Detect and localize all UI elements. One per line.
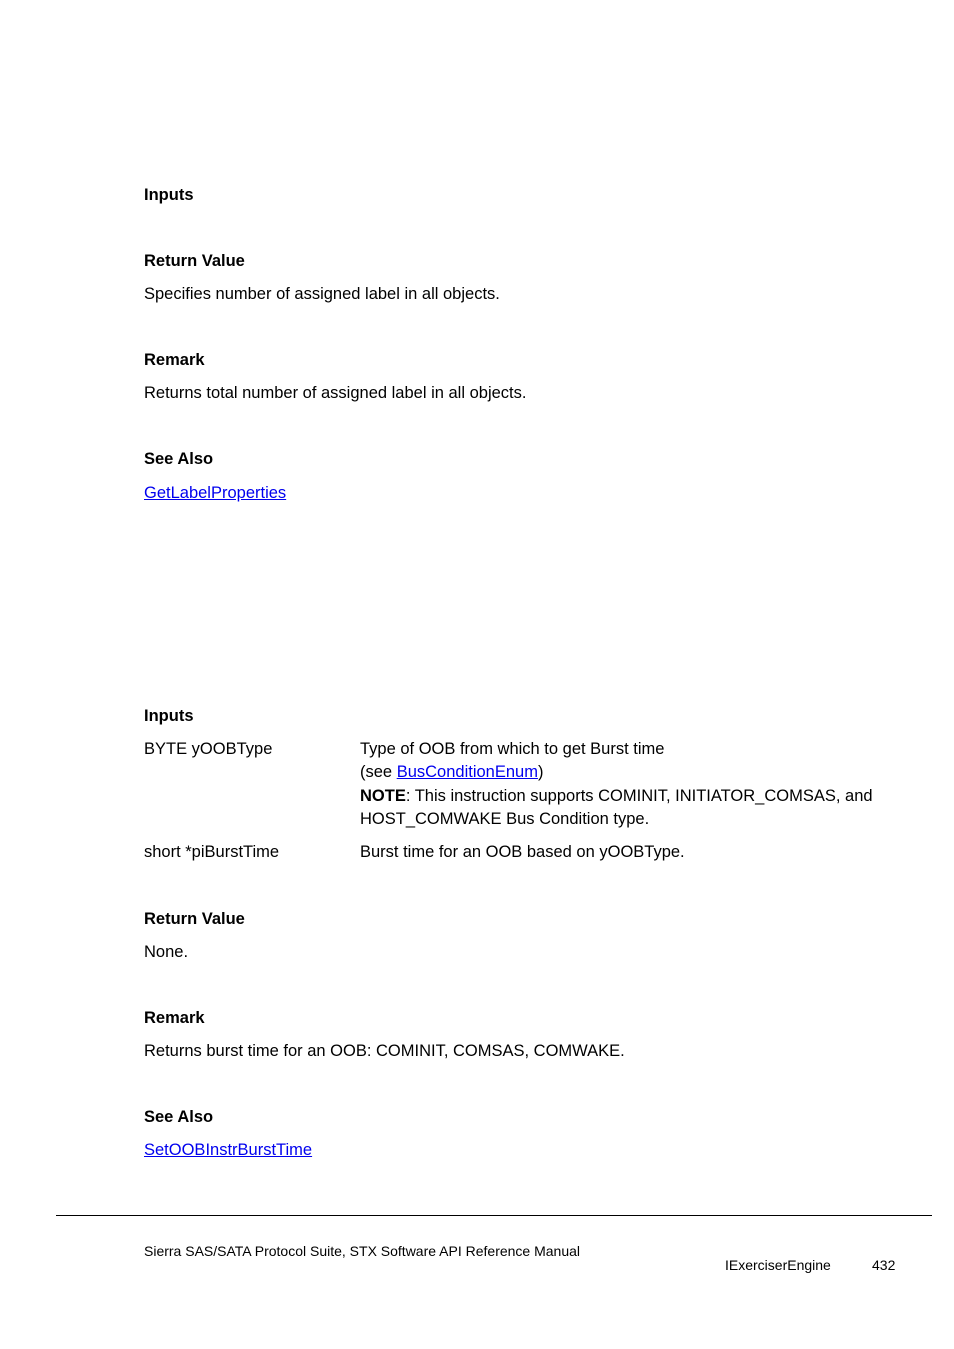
param-description: Type of OOB from which to get Burst time bbox=[360, 740, 665, 758]
param-note-continued: HOST_COMWAKE Bus Condition type. bbox=[360, 810, 650, 828]
return-value-text: Specifies number of assigned label in all objects. bbox=[144, 285, 500, 303]
param-name: short *piBurstTime bbox=[144, 843, 280, 861]
return-value-heading: Return Value bbox=[144, 910, 245, 928]
note-text: : This instruction supports COMINIT, INITIATOR_COMSAS, and bbox=[405, 787, 873, 805]
set-oob-instr-burst-time-link[interactable]: SetOOBInstrBurstTime bbox=[144, 1141, 313, 1159]
param-note bbox=[360, 787, 873, 806]
return-value-heading: Return Value bbox=[144, 252, 245, 270]
get-label-properties-link[interactable]: GetLabelProperties bbox=[144, 484, 287, 502]
param-description-see bbox=[360, 763, 543, 782]
see-also-heading: See Also bbox=[144, 1108, 214, 1126]
footer-divider bbox=[56, 1215, 932, 1216]
remark-text: Returns burst time for an OOB: COMINIT, COMSAS, COMWAKE. bbox=[144, 1042, 625, 1060]
inputs-heading: Inputs bbox=[144, 186, 194, 204]
see-prefix: (see bbox=[360, 763, 397, 781]
return-value-text: None. bbox=[144, 943, 189, 961]
footer-manual-title: Sierra SAS/SATA Protocol Suite, STX Software API Reference Manual bbox=[144, 1243, 581, 1259]
remark-heading: Remark bbox=[144, 1009, 205, 1027]
param-name: BYTE yOOBType bbox=[144, 740, 273, 758]
remark-text: Returns total number of assigned label in all objects. bbox=[144, 384, 527, 402]
bus-condition-enum-link[interactable]: BusConditionEnum bbox=[396, 763, 538, 781]
remark-heading: Remark bbox=[144, 351, 205, 369]
see-also-heading: See Also bbox=[144, 450, 214, 468]
inputs-heading: Inputs bbox=[144, 707, 194, 725]
footer-page-number: 432 bbox=[872, 1257, 896, 1273]
see-suffix: ) bbox=[537, 763, 544, 781]
footer-section-name: IExerciserEngine bbox=[725, 1257, 831, 1273]
note-label: NOTE bbox=[360, 787, 406, 805]
param-description: Burst time for an OOB based on yOOBType. bbox=[360, 843, 685, 861]
